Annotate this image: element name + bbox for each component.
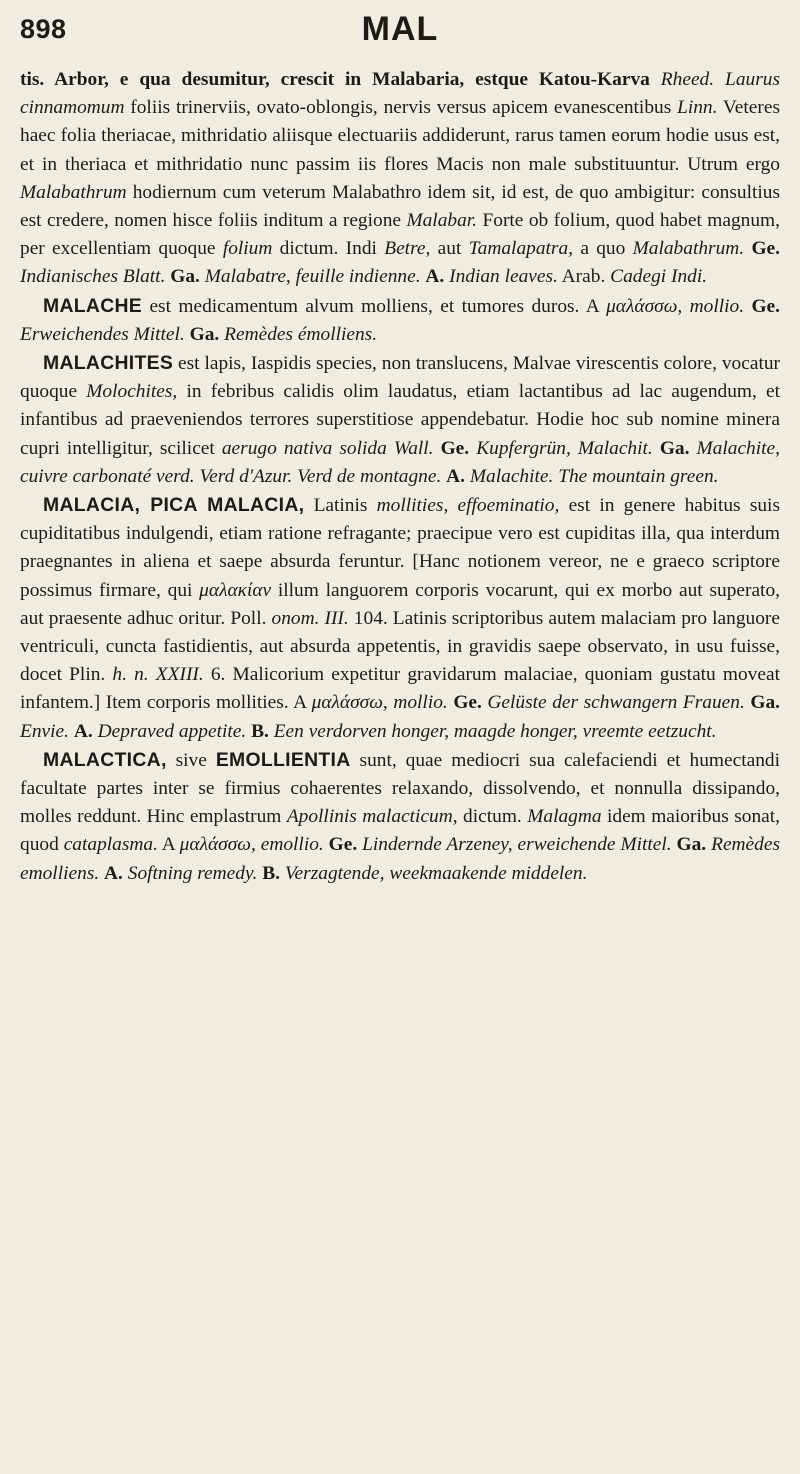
text-run: dictum. [457,806,528,828]
italic-text: Gelüste der schwangern Frauen. [487,692,745,714]
body-text [20,66,780,888]
italic-text: Depraved appetite. [97,720,247,742]
italic-text: onom. III. [271,607,349,629]
language-label: A. [446,465,466,487]
language-label: B. [262,862,280,884]
text-run: 104. Latinis scriptoribus autem malaciam pro languore ventriculi, cuncta fastidientis, aut absurda appetentis, in gravidis saepe observato, in usu fuisse, docet Plin. [20,607,780,686]
italic-text: Indianisches Blatt. [20,266,166,288]
text-run: a quo [573,238,633,260]
italic-text: mollities, effoeminatio, [376,495,560,517]
text-run: aut [430,238,469,260]
italic-text: Linn. [677,97,718,119]
text-run [571,438,578,459]
text-run: est in genere habitus suis cupiditatibus indulgendi, etiam ratione refragante; praecipue vero est cupiditas illa, qua interdum praegnantes in aliena et saepe absurda feruntur. [Hanc notionem vereor, ne e graeco scriptore possimus firmare, qui [20,495,780,601]
italic-text: Malabatre, feuille indienne. [204,266,421,288]
italic-text: Malachite, cuivre carbonaté verd. Verd d'Azur. Verd de montagne. [20,437,780,487]
language-label: tis. Arbor, e qua desumitur, crescit in Malabaria, estque Katou-Karva [20,69,661,90]
italic-text: Apollinis malacticum, [286,806,458,828]
page-header [20,8,780,52]
language-label: A. [425,266,445,288]
italic-text: emollio. [260,834,324,856]
italic-text: Malagma [527,806,602,828]
text-run: idem maioribus sonat, quod [20,806,780,856]
headword: MALACTICA, [43,748,167,771]
language-label: Ga. [659,437,690,459]
italic-text: Envie. [20,720,69,742]
italic-text: Verzagtende, weekmaakende middelen. [284,862,588,884]
italic-text: Molochites, [86,381,178,403]
text-run: Arab. [557,266,611,288]
language-label: Ge. [440,437,470,459]
headword: MALACHITES [43,352,174,375]
text-run [653,438,660,459]
text-run: Latinis [304,495,377,517]
italic-text: Tamalapatra, [468,238,574,260]
italic-text: Lindernde Arzeney, erweichende Mittel. [362,834,672,856]
italic-text: Betre, [384,238,431,260]
text-run: dictum. Indi [272,238,385,260]
page-number: 898 [20,14,67,44]
text-run: est lapis, Iaspidis species, non translucens, Malvae virescentis colore, vocatur quoque [20,353,780,403]
italic-text: μαλάσσω, [606,295,683,317]
italic-text: μαλάσσω, [311,692,388,714]
text-run: A [157,834,180,856]
running-head: MAL [361,10,439,48]
text-run: 6. Malicorium expetitur gravidarum malaciae, quoniam gustatu moveat infantem.] Item corporis mollities. A [20,664,780,714]
italic-text: Laurus cinnamomum [20,69,780,119]
italic-text: Rheed. [660,69,715,90]
language-label: Ge. [328,834,358,856]
headword: EMOLLIENTIA [215,748,351,771]
italic-text: mollio. [689,295,745,317]
language-label: Ge. [453,692,482,714]
italic-text: Malachit. [577,437,653,459]
italic-text: Softning remedy. [127,862,258,884]
entry-continuation-paragraph [20,66,780,292]
italic-text: h. n. XXIII. [112,664,204,686]
language-label: A. [104,862,123,884]
language-label: Ge. [751,295,780,317]
entry-malacia [20,491,780,746]
language-label: Ga. [170,266,200,288]
entry-malachites [20,349,780,491]
text-run [434,438,441,459]
italic-text: mollio. [393,692,448,714]
italic-text: aerugo nativa solida Wall. [221,437,434,459]
text-run [682,296,689,317]
language-label: A. [73,720,93,742]
language-label: Ga. [750,692,780,714]
italic-text: folium [222,238,273,260]
italic-text: μαλακίαν [199,579,272,601]
text-run: Veteres haec folia theriacae, mithridatio aliisque electuariis addiderunt, rarus tamen eorum hodie usus est, et in theriaca et mithridatio nunc passim iis flores Macis non male substituuntur. Utrum ergo [20,97,780,175]
text-run: sunt, quae mediocri sua calefaciendi et humectandi facultate partes inter se firmius cohaerentes relaxando, dissolvendo, et nonnulla dissipando, molles reddunt. Hinc emplastrum [20,749,780,828]
language-label: Ge. [751,238,780,260]
italic-text: Indian leaves. [449,266,558,288]
language-label: B. [251,720,269,742]
language-label: Ga. [189,323,220,345]
headword: MALACIA, PICA MALACIA, [43,494,305,517]
italic-text: Malachite. The mountain green. [469,465,719,487]
text-run: Forte ob folium, quod habet magnum, per excellentiam quoque [20,210,780,260]
italic-text: Malabathrum [20,181,127,203]
text-run: foliis trinerviis, ovato-oblongis, nervis versus apicem evanescentibus [124,97,678,119]
text-run: hodiernum cum veterum Malabathro idem sit, id est, de quo ambigitur: consultius est credere, nomen hisce foliis inditum a regione [20,181,780,232]
text-run: in febribus calidis olim laudatus, etiam lactantibus ad lac augendum, et infantibus ad praeveniendos terrores superstitiose appendebatur. Hodie hoc sub nomine minera cupri intelligitur, scilicet [20,381,781,459]
italic-text: Remèdes emolliens. [20,834,781,884]
text-run: est medicamentum alvum molliens, et tumores duros. A [142,295,607,317]
italic-text: Kupfergrün, [476,437,571,459]
text-run [689,438,696,459]
text-run: sive [166,749,216,771]
entry-malache [20,292,780,349]
entry-malactica [20,746,780,888]
text-run [714,69,725,90]
italic-text: μαλάσσω, [179,834,256,856]
headword: MALACHE [43,294,143,317]
italic-text: cataplasma. [63,834,158,856]
italic-text: Malabar. [406,210,478,232]
italic-text: Cadegi Indi. [610,266,708,288]
language-label: Ga. [676,834,707,856]
italic-text: Remèdes émolliens. [224,323,378,345]
italic-text: Een verdorven honger, maagde honger, vreemte eetzucht. [273,720,717,742]
italic-text: Erweichendes Mittel. [20,323,185,345]
text-run: illum languorem corporis vocarunt, qui ex morbo aut superato, aut praesente adhuc oritur. Poll. [20,579,780,629]
italic-text: Malabathrum. [632,238,745,260]
